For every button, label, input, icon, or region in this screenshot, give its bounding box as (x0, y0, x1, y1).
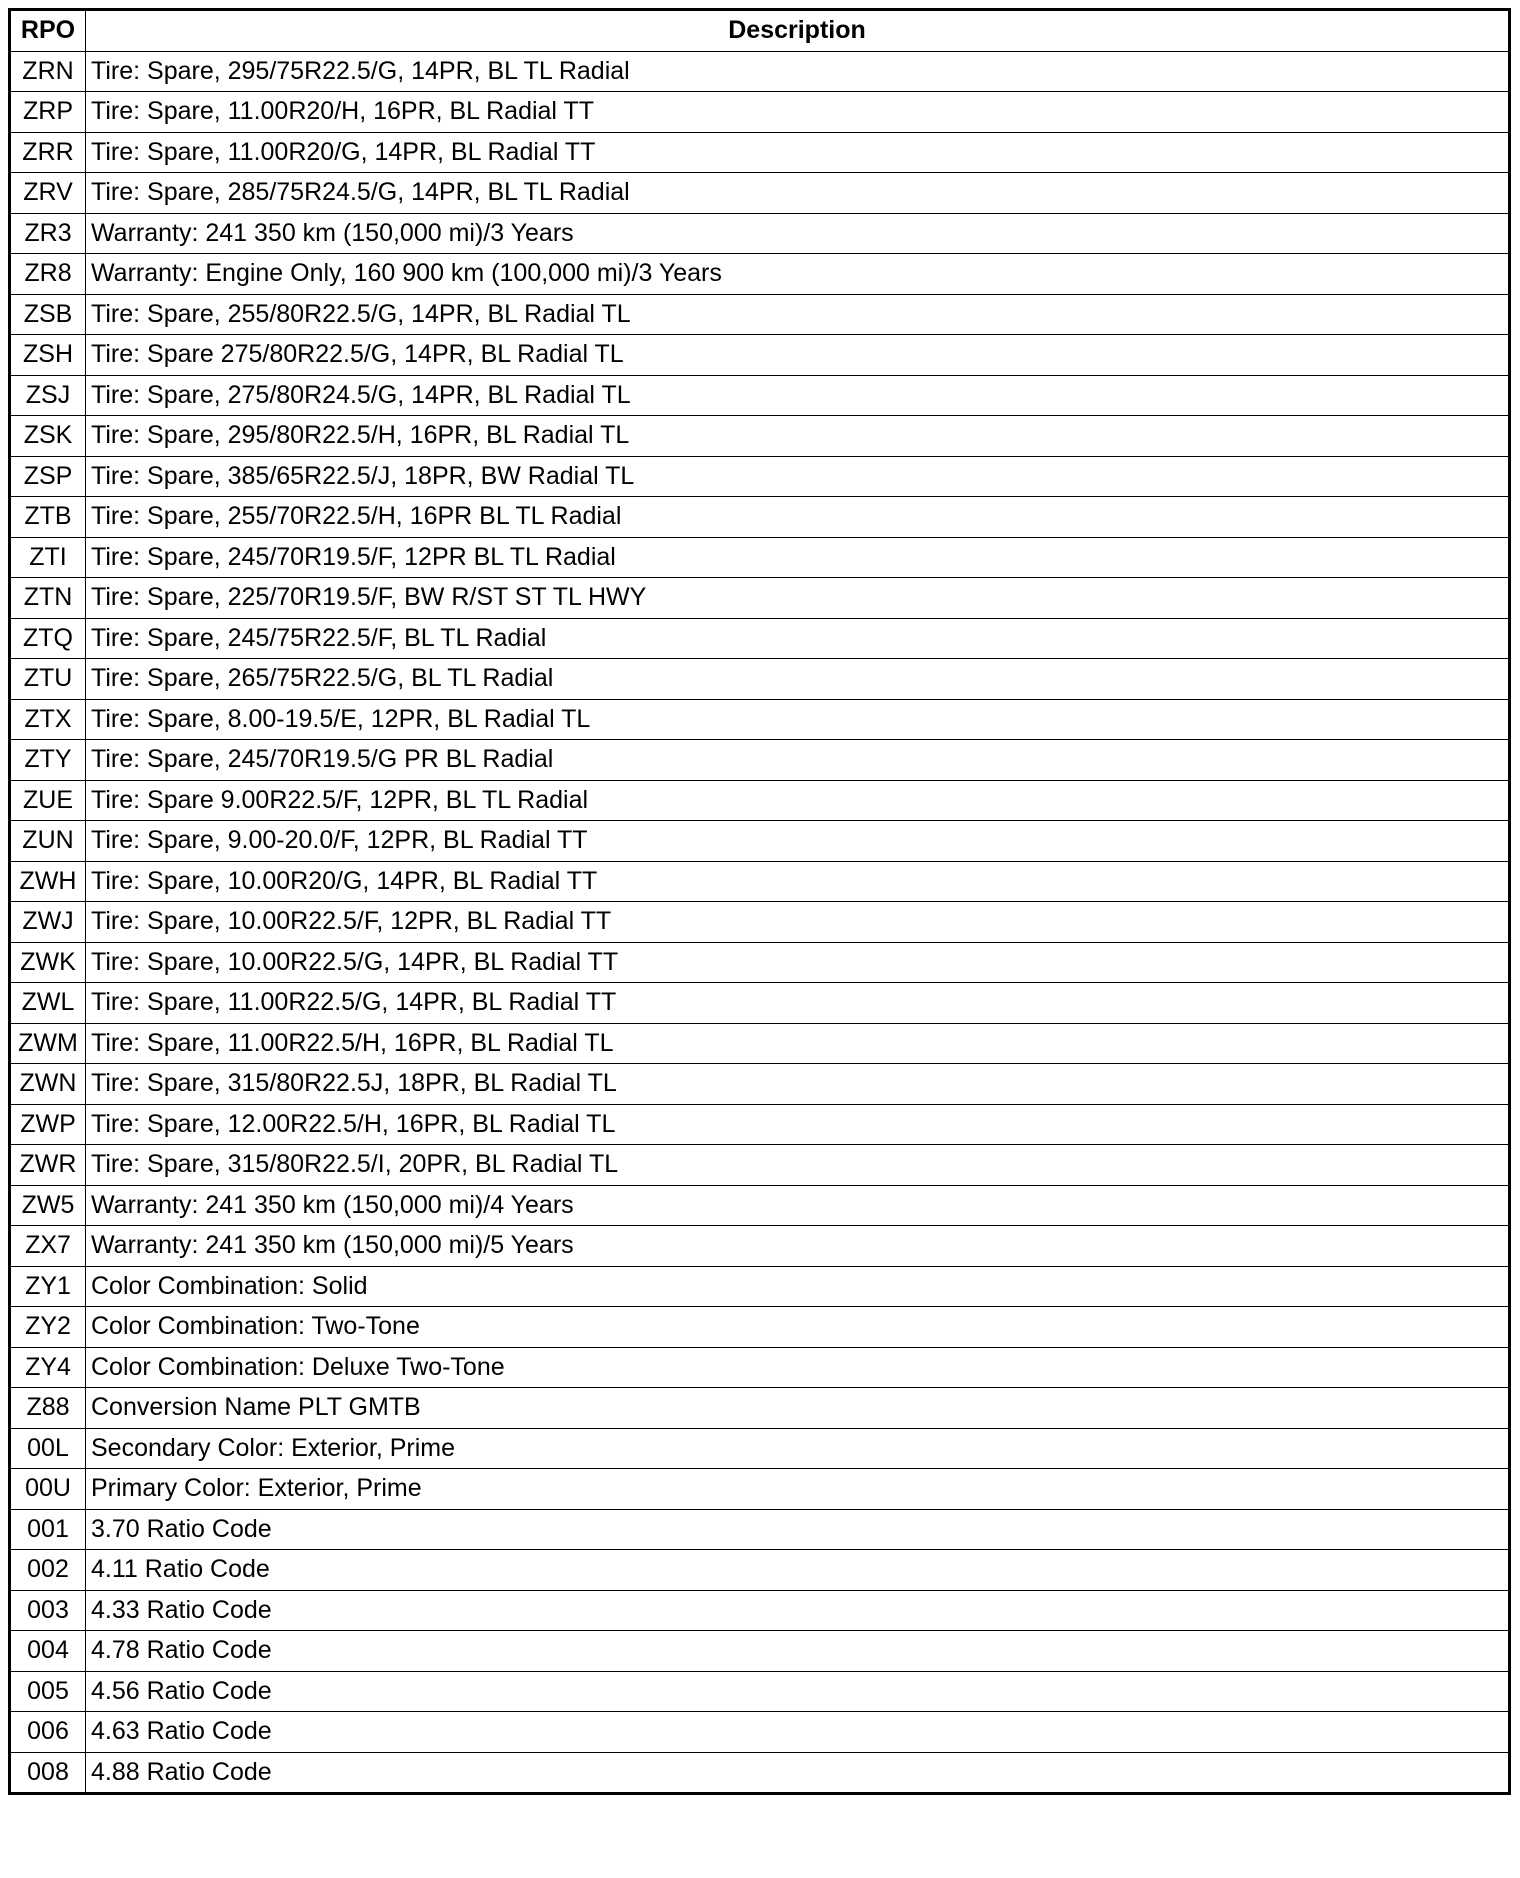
table-row (10, 375, 1510, 416)
description-cell: Tire: Spare, 10.00R22.5/G, 14PR, BL Radial TT (86, 942, 1510, 983)
table-row (10, 1307, 1510, 1348)
table-row (10, 1064, 1510, 1105)
rpo-code-cell: 004 (10, 1631, 86, 1672)
description-cell: Warranty: Engine Only, 160 900 km (100,000 mi)/3 Years (86, 254, 1510, 295)
table-row (10, 740, 1510, 781)
description-cell: Tire: Spare, 385/65R22.5/J, 18PR, BW Radial TL (86, 456, 1510, 497)
rpo-code-cell: ZTB (10, 497, 86, 538)
rpo-code-cell: ZWM (10, 1023, 86, 1064)
rpo-code-cell: 008 (10, 1752, 86, 1794)
description-cell: 4.63 Ratio Code (86, 1712, 1510, 1753)
rpo-code-cell: ZSP (10, 456, 86, 497)
rpo-code-cell: ZX7 (10, 1226, 86, 1267)
table-row (10, 983, 1510, 1024)
table-row (10, 132, 1510, 173)
description-cell: Tire: Spare, 9.00-20.0/F, 12PR, BL Radial TT (86, 821, 1510, 862)
rpo-code-cell: ZSB (10, 294, 86, 335)
description-cell: Tire: Spare, 245/75R22.5/F, BL TL Radial (86, 618, 1510, 659)
rpo-code-cell: 00L (10, 1428, 86, 1469)
rpo-code-cell: ZRN (10, 51, 86, 92)
rpo-code-cell: 00U (10, 1469, 86, 1510)
header-row (10, 10, 1510, 52)
rpo-code-cell: ZWJ (10, 902, 86, 943)
rpo-code-cell: ZRV (10, 173, 86, 214)
rpo-code-cell: ZR3 (10, 213, 86, 254)
table-row (10, 1023, 1510, 1064)
table-row (10, 902, 1510, 943)
header-rpo: RPO (10, 10, 86, 52)
table-row (10, 1428, 1510, 1469)
description-cell: Warranty: 241 350 km (150,000 mi)/3 Years (86, 213, 1510, 254)
description-cell: Tire: Spare, 255/80R22.5/G, 14PR, BL Radial TL (86, 294, 1510, 335)
description-cell: 4.88 Ratio Code (86, 1752, 1510, 1794)
table-row (10, 1590, 1510, 1631)
table-row (10, 416, 1510, 457)
description-cell: Tire: Spare, 11.00R22.5/H, 16PR, BL Radial TL (86, 1023, 1510, 1064)
description-cell: Conversion Name PLT GMTB (86, 1388, 1510, 1429)
description-cell: Color Combination: Two-Tone (86, 1307, 1510, 1348)
description-cell: Tire: Spare, 10.00R22.5/F, 12PR, BL Radial TT (86, 902, 1510, 943)
rpo-code-cell: ZR8 (10, 254, 86, 295)
description-cell: Tire: Spare, 245/70R19.5/G PR BL Radial (86, 740, 1510, 781)
table-row (10, 1631, 1510, 1672)
rpo-code-cell: ZTQ (10, 618, 86, 659)
table-row (10, 659, 1510, 700)
table-row (10, 1347, 1510, 1388)
rpo-code-cell: ZWR (10, 1145, 86, 1186)
table-row (10, 497, 1510, 538)
rpo-code-cell: Z88 (10, 1388, 86, 1429)
rpo-code-cell: 001 (10, 1509, 86, 1550)
rpo-code-cell: 003 (10, 1590, 86, 1631)
table-header (10, 10, 1510, 52)
rpo-code-cell: ZSH (10, 335, 86, 376)
table-row (10, 1671, 1510, 1712)
rpo-code-cell: ZRR (10, 132, 86, 173)
table-row (10, 254, 1510, 295)
table-row (10, 780, 1510, 821)
table-row (10, 1226, 1510, 1267)
table-row (10, 1185, 1510, 1226)
description-cell: Tire: Spare, 275/80R24.5/G, 14PR, BL Radial TL (86, 375, 1510, 416)
table-row (10, 1469, 1510, 1510)
table-row (10, 1145, 1510, 1186)
description-cell: Secondary Color: Exterior, Prime (86, 1428, 1510, 1469)
description-cell: Tire: Spare, 11.00R20/G, 14PR, BL Radial TT (86, 132, 1510, 173)
table-row (10, 1266, 1510, 1307)
table-row (10, 821, 1510, 862)
description-cell: Tire: Spare, 12.00R22.5/H, 16PR, BL Radial TL (86, 1104, 1510, 1145)
rpo-code-cell: ZTN (10, 578, 86, 619)
description-cell: 3.70 Ratio Code (86, 1509, 1510, 1550)
rpo-table (8, 8, 1511, 1795)
description-cell: Tire: Spare, 225/70R19.5/F, BW R/ST ST TL HWY (86, 578, 1510, 619)
description-cell: Tire: Spare 275/80R22.5/G, 14PR, BL Radial TL (86, 335, 1510, 376)
table-row (10, 294, 1510, 335)
rpo-code-cell: 002 (10, 1550, 86, 1591)
description-cell: Warranty: 241 350 km (150,000 mi)/4 Years (86, 1185, 1510, 1226)
rpo-code-cell: ZUE (10, 780, 86, 821)
description-cell: Tire: Spare, 11.00R22.5/G, 14PR, BL Radial TT (86, 983, 1510, 1024)
table-row (10, 213, 1510, 254)
table-row (10, 173, 1510, 214)
description-cell: Tire: Spare, 285/75R24.5/G, 14PR, BL TL Radial (86, 173, 1510, 214)
rpo-code-cell: ZRP (10, 92, 86, 133)
rpo-code-cell: ZW5 (10, 1185, 86, 1226)
description-cell: Tire: Spare, 10.00R20/G, 14PR, BL Radial TT (86, 861, 1510, 902)
description-cell: 4.78 Ratio Code (86, 1631, 1510, 1672)
rpo-code-cell: ZTY (10, 740, 86, 781)
table-row (10, 578, 1510, 619)
table-row (10, 456, 1510, 497)
rpo-code-cell: ZY2 (10, 1307, 86, 1348)
description-cell: 4.33 Ratio Code (86, 1590, 1510, 1631)
rpo-code-cell: ZUN (10, 821, 86, 862)
rpo-code-cell: ZSJ (10, 375, 86, 416)
rpo-code-cell: ZWL (10, 983, 86, 1024)
table-row (10, 942, 1510, 983)
rpo-code-cell: ZWP (10, 1104, 86, 1145)
description-cell: Tire: Spare, 315/80R22.5J, 18PR, BL Radial TL (86, 1064, 1510, 1105)
rpo-code-cell: 005 (10, 1671, 86, 1712)
description-cell: 4.56 Ratio Code (86, 1671, 1510, 1712)
rpo-code-cell: ZTI (10, 537, 86, 578)
rpo-code-cell: ZWK (10, 942, 86, 983)
table-row (10, 537, 1510, 578)
description-cell: Color Combination: Solid (86, 1266, 1510, 1307)
description-cell: 4.11 Ratio Code (86, 1550, 1510, 1591)
rpo-code-cell: ZY4 (10, 1347, 86, 1388)
rpo-code-cell: ZSK (10, 416, 86, 457)
table-row (10, 92, 1510, 133)
table-body (10, 51, 1510, 1794)
description-cell: Tire: Spare, 245/70R19.5/F, 12PR BL TL Radial (86, 537, 1510, 578)
table-row (10, 1388, 1510, 1429)
rpo-code-cell: 006 (10, 1712, 86, 1753)
table-row (10, 861, 1510, 902)
description-cell: Primary Color: Exterior, Prime (86, 1469, 1510, 1510)
table-row (10, 1752, 1510, 1794)
description-cell: Tire: Spare, 315/80R22.5/I, 20PR, BL Radial TL (86, 1145, 1510, 1186)
table-row (10, 335, 1510, 376)
rpo-code-cell: ZWN (10, 1064, 86, 1105)
rpo-code-cell: ZTX (10, 699, 86, 740)
rpo-code-cell: ZWH (10, 861, 86, 902)
description-cell: Tire: Spare, 11.00R20/H, 16PR, BL Radial TT (86, 92, 1510, 133)
description-cell: Warranty: 241 350 km (150,000 mi)/5 Years (86, 1226, 1510, 1267)
rpo-code-cell: ZTU (10, 659, 86, 700)
description-cell: Tire: Spare, 255/70R22.5/H, 16PR BL TL Radial (86, 497, 1510, 538)
table-row (10, 1509, 1510, 1550)
description-cell: Tire: Spare, 295/75R22.5/G, 14PR, BL TL Radial (86, 51, 1510, 92)
description-cell: Tire: Spare, 295/80R22.5/H, 16PR, BL Radial TL (86, 416, 1510, 457)
table-row (10, 51, 1510, 92)
description-cell: Color Combination: Deluxe Two-Tone (86, 1347, 1510, 1388)
rpo-code-cell: ZY1 (10, 1266, 86, 1307)
description-cell: Tire: Spare 9.00R22.5/F, 12PR, BL TL Radial (86, 780, 1510, 821)
table-row (10, 1550, 1510, 1591)
table-row (10, 1712, 1510, 1753)
description-cell: Tire: Spare, 265/75R22.5/G, BL TL Radial (86, 659, 1510, 700)
table-row (10, 699, 1510, 740)
header-description: Description (86, 10, 1510, 52)
table-row (10, 1104, 1510, 1145)
table-row (10, 618, 1510, 659)
description-cell: Tire: Spare, 8.00-19.5/E, 12PR, BL Radial TL (86, 699, 1510, 740)
